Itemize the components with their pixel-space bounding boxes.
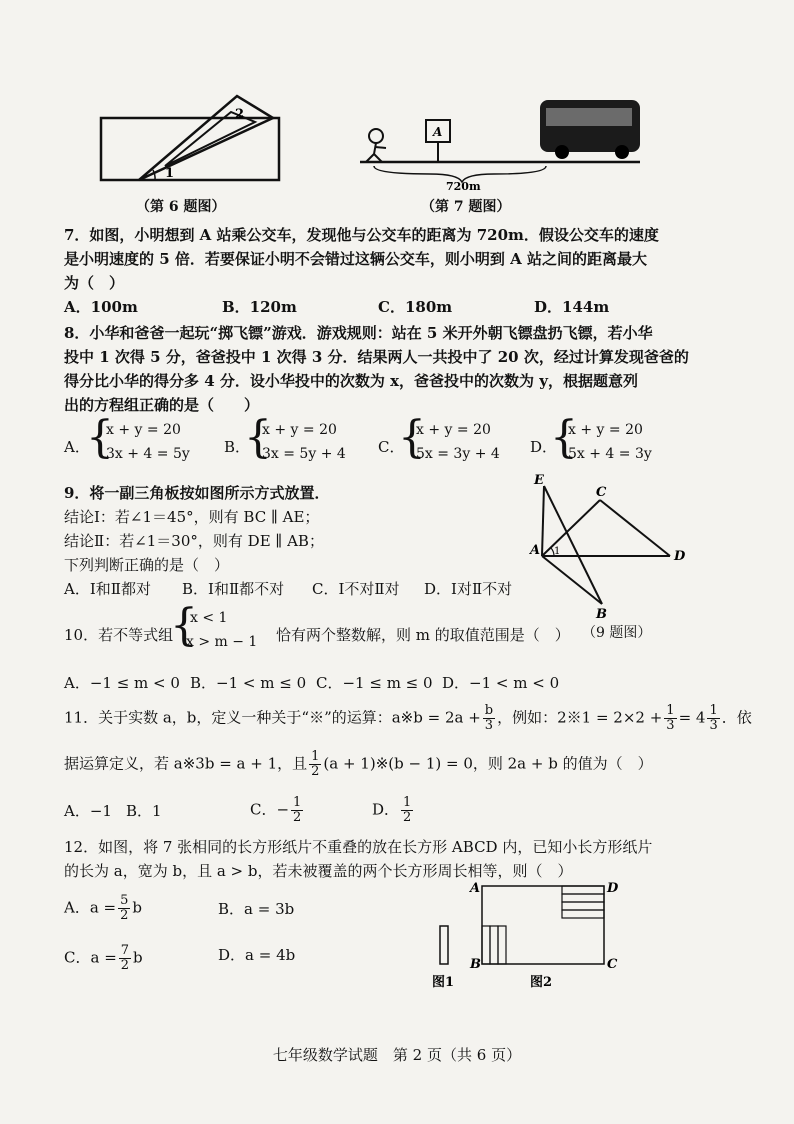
q11-frac-12: $\frac{1}{2}$: [311, 749, 320, 779]
q11-option-d-label: D．: [372, 800, 400, 819]
fig12-label-d: D: [607, 881, 619, 896]
q9-line-4: 下列判断正确的是（ ）: [64, 556, 230, 574]
q8-line-3: 得分比小华的得分多 4 分．设小华投中的次数为 x，爸爸投中的次数为 y，根据题意列: [64, 372, 638, 390]
figure-7: [340, 92, 650, 192]
q11-line1-a: 11．关于实数 a，b，定义一种关于“※”的运算：a※b = 2a +: [64, 708, 481, 727]
fig9-label-c: C: [596, 485, 607, 500]
q10-ineq-1: x < 1: [190, 610, 228, 626]
q9-line-2: 结论Ⅰ：若∠1＝45°，则有 BC ∥ AE；: [64, 508, 320, 526]
q8-option-c-eq2: 5x = 3y + 4: [416, 446, 500, 462]
fig12-label-b: B: [470, 957, 481, 972]
fig6-angle-1: 1: [165, 166, 175, 181]
q9-line-1: 9．将一副三角板按如图所示方式放置．: [64, 484, 330, 502]
q11-frac-13b: $\frac{1}{3}$: [709, 703, 718, 733]
q11-line1-d: ．依: [721, 708, 752, 727]
figure-9: [528, 472, 688, 622]
q7-line-3: 为（ ）: [64, 274, 125, 292]
q8-option-b-eq2: 3x = 5y + 4: [262, 446, 346, 462]
q10-option-a[interactable]: A．−1 ≤ m < 0: [64, 674, 180, 692]
q8-option-d-eq1: x + y = 20: [568, 422, 643, 438]
q11-line-2: [64, 750, 653, 779]
q8-line-1: 8．小华和爸爸一起玩“掷飞镖”游戏．游戏规则：站在 5 米开外朝飞镖盘扔飞镖，若小华: [64, 324, 653, 342]
q11-option-d-frac: $\frac{1}{2}$: [403, 795, 412, 825]
q11-option-c-frac: $\frac{1}{2}$: [293, 795, 302, 825]
fig9-caption: （9 题图）: [582, 625, 652, 641]
fig9-label-b: B: [596, 607, 607, 622]
fig12-caption-1: 图1: [432, 975, 455, 990]
q11-line1-c: = 4: [678, 708, 706, 727]
q8-option-c-eq1: x + y = 20: [416, 422, 491, 438]
q8-option-b-label: B．: [224, 438, 251, 456]
fig7-distance: 720m: [446, 180, 481, 192]
q10-suffix: 恰有两个整数解，则 m 的取值范围是（ ）: [276, 626, 570, 644]
fig7-caption: （第 7 题图）: [421, 199, 511, 215]
page-footer: 七年级数学试题 第 2 页（共 6 页）: [272, 1046, 522, 1064]
q8-option-d-eq2: 5x + 4 = 3y: [568, 446, 652, 462]
q8-option-c-brace: {: [398, 412, 426, 463]
q7-option-c[interactable]: C．180m: [378, 298, 453, 316]
q11-frac-b3: $\frac{b}{3}$: [484, 703, 494, 733]
fig12-caption-2: 图2: [530, 975, 553, 990]
q8-line-2: 投中 1 次得 5 分，爸爸投中 1 次得 3 分．结果两人一共投中了 20 次，经过计算发现爸爸的: [64, 348, 689, 366]
q11-option-d[interactable]: [372, 796, 415, 825]
q8-line-4: 出的方程组正确的是（ ）: [64, 396, 260, 414]
figure-6: [95, 88, 285, 188]
q8-option-a-eq1: x + y = 20: [106, 422, 181, 438]
q8-option-b-brace: {: [244, 412, 272, 463]
q11-frac-13: $\frac{1}{3}$: [666, 703, 675, 733]
q11-option-b[interactable]: B．1: [126, 802, 162, 820]
q12-option-c-suffix: b: [133, 948, 143, 967]
fig12-label-c: C: [607, 957, 618, 972]
q11-option-c[interactable]: [250, 796, 305, 825]
q9-option-a[interactable]: A．Ⅰ和Ⅱ都对: [64, 580, 151, 598]
q7-option-a[interactable]: A．100m: [64, 298, 138, 316]
fig6-caption: （第 6 题图）: [136, 199, 226, 215]
fig9-angle-1: 1: [554, 546, 561, 557]
q8-option-a-eq2: 3x + 4 = 5y: [106, 446, 190, 462]
q11-line2-a: 据运算定义，若 a※3b = a + 1，且: [64, 754, 308, 773]
q7-option-d[interactable]: D．144m: [534, 298, 610, 316]
fig9-label-e: E: [534, 473, 544, 488]
q12-option-a[interactable]: [64, 894, 142, 923]
figure-12: [430, 878, 630, 998]
q11-line2-b: (a + 1)※(b − 1) = 0，则 2a + b 的值为（ ）: [323, 754, 653, 773]
q9-option-d[interactable]: D．Ⅰ对Ⅱ不对: [424, 580, 513, 598]
q12-option-d[interactable]: D．a = 4b: [218, 946, 296, 964]
q7-option-b[interactable]: B．120m: [222, 298, 297, 316]
q11-line1-b: ，例如：2※1 = 2×2 +: [497, 708, 663, 727]
fig7-box-label: A: [433, 125, 443, 139]
q7-line-1: 7．如图，小明想到 A 站乘公交车，发现他与公交车的距离为 720m．假设公交车的速度: [64, 226, 659, 244]
q12-line-2: 的长为 a，宽为 b，且 a > b，若未被覆盖的两个长方形周长相等，则（ ）: [64, 862, 573, 880]
q8-option-a-brace: {: [86, 412, 114, 463]
q7-line-2: 是小明速度的 5 倍．若要保证小明不会错过这辆公交车，则小明到 A 站之间的距离最大: [64, 250, 647, 268]
q9-line-3: 结论Ⅱ：若∠1＝30°，则有 DE ∥ AB；: [64, 532, 324, 550]
q10-option-c[interactable]: C．−1 ≤ m ≤ 0: [316, 674, 433, 692]
q12-option-c-prefix: C．a =: [64, 948, 117, 967]
q12-option-a-frac: $\frac{5}{2}$: [120, 893, 129, 923]
q12-option-a-suffix: b: [132, 898, 143, 917]
q10-option-d[interactable]: D．−1 < m < 0: [442, 674, 560, 692]
q12-option-c[interactable]: [64, 944, 143, 973]
q8-option-d-brace: {: [550, 412, 578, 463]
fig6-angle-2: 2: [235, 107, 245, 122]
fig12-label-a: A: [470, 881, 481, 896]
q8-option-c-label: C．: [378, 438, 405, 456]
q9-option-b[interactable]: B．Ⅰ和Ⅱ都不对: [182, 580, 285, 598]
q12-option-c-frac: $\frac{7}{2}$: [120, 943, 130, 973]
q12-option-a-prefix: A．a =: [64, 898, 117, 917]
fig9-label-d: D: [674, 549, 686, 564]
q12-option-b[interactable]: B．a = 3b: [218, 900, 295, 918]
q11-option-a[interactable]: A．−1: [64, 802, 112, 820]
q10-prefix: 10．若不等式组: [64, 626, 174, 644]
q9-option-c[interactable]: C．Ⅰ不对Ⅱ对: [312, 580, 400, 598]
q12-line-1: 12．如图，将 7 张相同的长方形纸片不重叠的放在长方形 ABCD 内，已知小长方形纸片: [64, 838, 653, 856]
q8-option-b-eq1: x + y = 20: [262, 422, 337, 438]
q10-option-b[interactable]: B．−1 < m ≤ 0: [190, 674, 307, 692]
fig9-label-a: A: [530, 543, 541, 558]
q8-option-a-label: A．: [64, 438, 90, 456]
q11-option-c-label: C．−: [250, 800, 290, 819]
q10-ineq-2: x > m − 1: [186, 634, 258, 650]
q8-option-d-label: D．: [530, 438, 558, 456]
q11-line-1: [64, 704, 752, 733]
q10-brace: {: [170, 600, 198, 651]
